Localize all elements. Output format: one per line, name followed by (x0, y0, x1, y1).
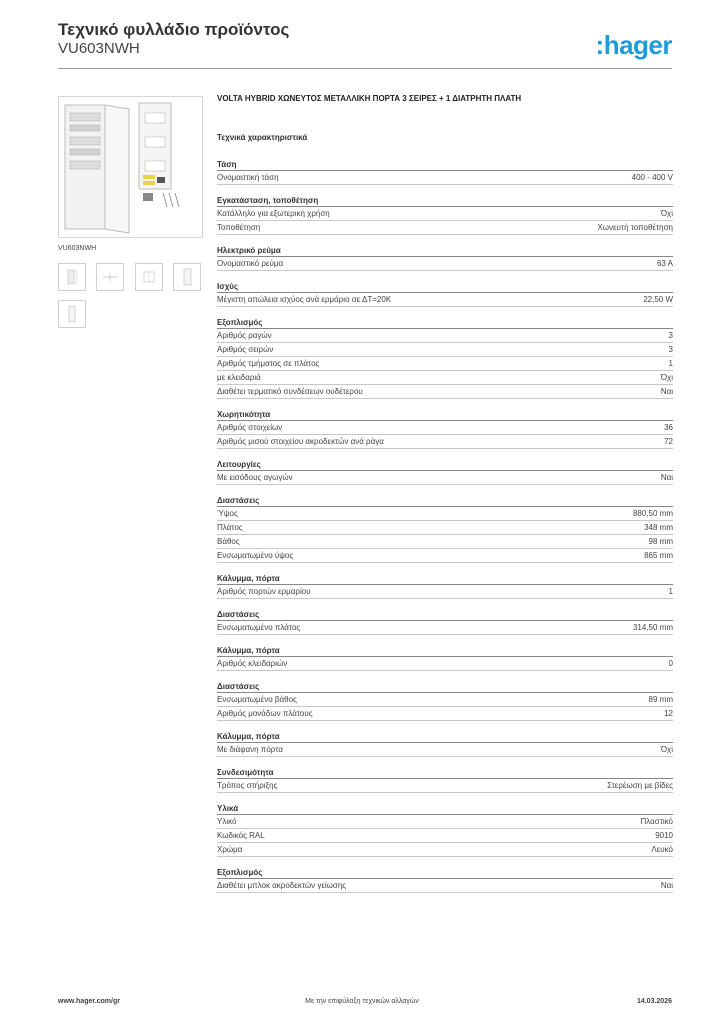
spec-label: Υλικό (217, 817, 237, 826)
spec-row (217, 421, 673, 435)
spec-row (217, 829, 673, 843)
spec-value: 98 mm (648, 537, 673, 546)
footer-date: 14.03.2026 (636, 998, 672, 1005)
spec-value: 348 mm (644, 523, 673, 532)
spec-label: Τοποθέτηση (217, 223, 261, 232)
spec-row (217, 171, 673, 185)
spec-value: 400 - 400 V (631, 173, 673, 182)
spec-label: Αριθμός τμήματος σε πλάτος (217, 359, 320, 368)
section-title: Υλικά (217, 803, 673, 815)
spec-row (217, 435, 673, 449)
spec-value: 880,50 mm (632, 509, 673, 518)
spec-value: 865 mm (644, 551, 673, 560)
spec-label: με κλειδαριά (217, 373, 261, 382)
spec-row (217, 693, 673, 707)
spec-section (217, 245, 673, 271)
spec-row (217, 385, 673, 399)
thumbnail-3[interactable] (135, 263, 163, 291)
spec-section (217, 495, 673, 563)
spec-value: Χωνευτή τοποθέτηση (597, 223, 673, 232)
spec-label: Ενσωματωμένο ύψος (217, 551, 294, 560)
footer-website[interactable]: www.hager.com/gr (58, 998, 120, 1005)
spec-label: Με εισόδους αγωγών (217, 473, 293, 482)
spec-row (217, 521, 673, 535)
spec-label: Διαθέτει μπλοκ ακροδεκτών γείωσης (217, 881, 347, 890)
spec-row (217, 535, 673, 549)
hager-logo: :hager (595, 30, 672, 60)
spec-label: Ενσωματωμένο βάθος (217, 695, 297, 704)
features-heading: Τεχνικά χαρακτηριστικά (217, 133, 308, 142)
spec-section (217, 317, 673, 399)
section-title: Συνδεσιμότητα (217, 767, 673, 779)
spec-section (217, 731, 673, 757)
spec-section (217, 681, 673, 721)
spec-value: 314,50 mm (632, 623, 673, 632)
spec-value: Ναι (660, 387, 673, 396)
spec-row (217, 549, 673, 563)
spec-row (217, 471, 673, 485)
header-divider (58, 68, 672, 69)
spec-label: Κωδικός RAL (217, 831, 265, 840)
spec-label: Διαθέτει τερματικό συνδέσεων ουδέτερου (217, 387, 363, 396)
spec-label: Αριθμός μισού στοιχείου ακροδεκτών ανά ράγα (217, 437, 384, 446)
spec-section (217, 867, 673, 893)
spec-value: Όχι (660, 209, 673, 218)
spec-value: 36 (664, 423, 673, 432)
spec-label: Αριθμός ραγών (217, 331, 272, 340)
thumbnail-2[interactable] (96, 263, 124, 291)
section-title: Διαστάσεις (217, 609, 673, 621)
spec-section (217, 159, 673, 185)
spec-section (217, 609, 673, 635)
enclosure-illustration (59, 97, 202, 237)
spec-value: Στερέωση με βίδες (607, 781, 673, 790)
spec-row (217, 585, 673, 599)
section-title: Κάλυμμα, πόρτα (217, 645, 673, 657)
spec-value: 1 (668, 359, 673, 368)
spec-value: 1 (668, 587, 673, 596)
spec-value: 3 (668, 345, 673, 354)
spec-row (217, 221, 673, 235)
spec-label: Αριθμός σειρών (217, 345, 274, 354)
spec-value: 3 (668, 331, 673, 340)
spec-label: Πλάτος (217, 523, 243, 532)
spec-value: Όχι (660, 373, 673, 382)
spec-value: 72 (664, 437, 673, 446)
thumbnail-4[interactable] (173, 263, 201, 291)
section-title: Εγκατάσταση, τοποθέτηση (217, 195, 673, 207)
document-title: Τεχνικό φυλλάδιο προϊόντος (58, 20, 290, 39)
thumbnail-1[interactable] (58, 263, 86, 291)
spec-row (217, 621, 673, 635)
product-title: VOLTA HYBRID ΧΩΝΕΥΤΟΣ ΜΕΤΑΛΛΙΚΗ ΠΟΡΤΑ 3 ΣΕΙΡΕΣ + 1 ΔΙΑΤΡΗΤΗ ΠΛΑΤΗ (217, 94, 522, 103)
spec-label: Τρόπος στήριξης (217, 781, 278, 790)
spec-label: Ενσωματωμένο πλάτος (217, 623, 301, 632)
section-title: Εξοπλισμός (217, 317, 673, 329)
spec-row (217, 257, 673, 271)
spec-label: Ονομαστική τάση (217, 173, 279, 182)
spec-label: Αριθμός πορτών ερμαρίου (217, 587, 311, 596)
section-title: Διαστάσεις (217, 495, 673, 507)
spec-value: 9010 (655, 831, 673, 840)
spec-label: Κατάλληλο για εξωτερική χρήση (217, 209, 330, 218)
spec-row (217, 293, 673, 307)
spec-value: Πλαστικό (640, 817, 673, 826)
spec-section (217, 645, 673, 671)
spec-row (217, 357, 673, 371)
spec-label: Ύψος (217, 509, 238, 518)
spec-row (217, 371, 673, 385)
section-title: Διαστάσεις (217, 681, 673, 693)
product-code: VU603NWH (58, 40, 140, 57)
spec-value: Όχι (660, 745, 673, 754)
spec-value: Λευκό (651, 845, 673, 854)
specifications-content (217, 94, 673, 903)
spec-row (217, 707, 673, 721)
spec-label: Αριθμός μονάδων πλάτους (217, 709, 313, 718)
spec-label: Αριθμός κλειδαριών (217, 659, 288, 668)
spec-value: 63 A (656, 259, 673, 268)
spec-value: 12 (664, 709, 673, 718)
spec-section (217, 409, 673, 449)
spec-label: Ονομαστικό ρεύμα (217, 259, 284, 268)
section-title: Ηλεκτρικό ρεύμα (217, 245, 673, 257)
spec-row (217, 879, 673, 893)
spec-label: Χρώμα (217, 845, 243, 854)
spec-row (217, 329, 673, 343)
product-image (58, 96, 203, 238)
spec-label: Μέγιστη απώλεια ισχύος ανά ερμάριο σε ΔT=20K (217, 295, 392, 304)
spec-section (217, 573, 673, 599)
spec-section (217, 459, 673, 485)
section-title: Χωρητικότητα (217, 409, 673, 421)
spec-value: 89 mm (648, 695, 673, 704)
spec-value: Ναι (660, 473, 673, 482)
spec-label: Με διάφανη πόρτα (217, 745, 283, 754)
spec-section (217, 281, 673, 307)
section-title: Κάλυμμα, πόρτα (217, 573, 673, 585)
spec-sections (217, 159, 673, 893)
spec-row (217, 507, 673, 521)
spec-section (217, 767, 673, 793)
section-title: Τάση (217, 159, 673, 171)
spec-value: Ναι (660, 881, 673, 890)
spec-row (217, 343, 673, 357)
spec-label: Αριθμός στοιχείων (217, 423, 283, 432)
spec-row (217, 657, 673, 671)
section-title: Ισχύς (217, 281, 673, 293)
section-title: Λειτουργίες (217, 459, 673, 471)
spec-section (217, 803, 673, 857)
footer-note: Με την επιφύλαξη τεχνικών αλλαγών (305, 998, 419, 1005)
spec-row (217, 207, 673, 221)
image-caption: VU603NWH (58, 245, 97, 252)
spec-value: 0 (668, 659, 673, 668)
section-title: Εξοπλισμός (217, 867, 673, 879)
spec-row (217, 779, 673, 793)
section-title: Κάλυμμα, πόρτα (217, 731, 673, 743)
thumbnail-5[interactable] (58, 300, 86, 328)
spec-label: Βάθος (217, 537, 240, 546)
spec-section (217, 195, 673, 235)
spec-row (217, 743, 673, 757)
spec-row (217, 815, 673, 829)
spec-value: 22,50 W (643, 295, 673, 304)
spec-row (217, 843, 673, 857)
